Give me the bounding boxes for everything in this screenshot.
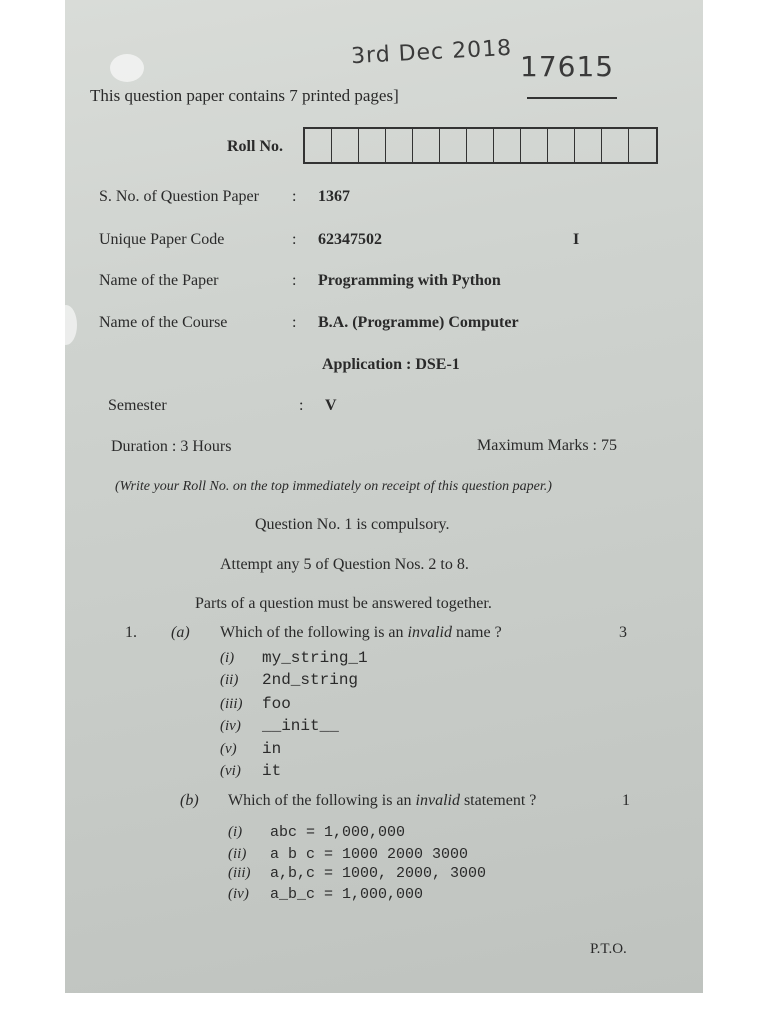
roll-box xyxy=(602,129,629,162)
info-colon: : xyxy=(292,188,297,205)
part-a-option: (iii) foo xyxy=(220,695,291,713)
info-label-paper-name: Name of the Paper xyxy=(99,272,219,289)
part-b-option: (i) abc = 1,000,000 xyxy=(228,824,406,841)
roll-instruction: (Write your Roll No. on the top immediately on receipt of this question paper.) xyxy=(115,479,552,494)
paper-stain xyxy=(65,305,77,345)
roll-box xyxy=(494,129,521,162)
info-value-paper-code: 62347502 xyxy=(318,231,382,248)
question-number: 1. xyxy=(125,624,137,641)
part-a-option: (v) in xyxy=(220,740,282,758)
info-colon: : xyxy=(299,397,304,414)
pages-note: This question paper contains 7 printed pages] xyxy=(90,86,399,105)
info-label-serial: S. No. of Question Paper xyxy=(99,188,259,205)
part-a-label: (a) xyxy=(171,624,190,641)
part-b-marks: 1 xyxy=(622,792,630,809)
code-marker: I xyxy=(573,231,580,248)
part-b-option: (iv) a_b_c = 1,000,000 xyxy=(228,886,424,903)
roll-box xyxy=(548,129,575,162)
roll-box xyxy=(467,129,494,162)
duration: Duration : 3 Hours xyxy=(111,438,232,455)
handwritten-number: 17615 xyxy=(520,50,615,83)
question-paper-sheet xyxy=(65,0,703,993)
part-a-option: (vi) it xyxy=(220,762,282,780)
info-label-paper-code: Unique Paper Code xyxy=(99,231,225,248)
roll-box xyxy=(386,129,413,162)
roll-box xyxy=(440,129,467,162)
roll-box xyxy=(359,129,386,162)
rule-compulsory: Question No. 1 is compulsory. xyxy=(255,516,450,533)
rule-parts: Parts of a question must be answered together. xyxy=(195,595,492,612)
roll-box xyxy=(305,129,332,162)
roll-number-label: Roll No. xyxy=(227,138,283,155)
roll-number-boxes xyxy=(303,127,658,164)
part-a-marks: 3 xyxy=(619,624,627,641)
info-colon: : xyxy=(292,231,297,248)
handwritten-date: 3rd Dec 2018 xyxy=(350,35,513,70)
handwritten-underline xyxy=(527,97,617,99)
roll-box xyxy=(575,129,602,162)
info-colon: : xyxy=(292,272,297,289)
info-value-course-cont: Application : DSE-1 xyxy=(322,356,460,373)
part-b-option: (ii) a b c = 1000 2000 3000 xyxy=(228,846,469,863)
page-turn-over: P.T.O. xyxy=(590,941,627,957)
part-b-question: Which of the following is an invalid statement ? xyxy=(228,792,537,809)
info-colon: : xyxy=(292,314,297,331)
part-a-option: (i) my_string_1 xyxy=(220,649,368,667)
roll-box xyxy=(332,129,359,162)
part-a-option: (iv) __init__ xyxy=(220,717,339,735)
roll-box xyxy=(521,129,548,162)
part-b-option: (iii) a,b,c = 1000, 2000, 3000 xyxy=(228,865,487,882)
info-value-course: B.A. (Programme) Computer xyxy=(318,314,519,331)
info-label-course: Name of the Course xyxy=(99,314,228,331)
max-marks: Maximum Marks : 75 xyxy=(477,437,617,454)
info-value-serial: 1367 xyxy=(318,188,350,205)
info-value-paper-name: Programming with Python xyxy=(318,272,501,289)
roll-box xyxy=(413,129,440,162)
rule-attempt: Attempt any 5 of Question Nos. 2 to 8. xyxy=(220,556,469,573)
part-b-label: (b) xyxy=(180,792,199,809)
info-value-semester: V xyxy=(325,397,337,414)
roll-box xyxy=(629,129,656,162)
paper-stain xyxy=(110,54,144,82)
part-a-option: (ii) 2nd_string xyxy=(220,671,359,689)
part-a-question: Which of the following is an invalid name ? xyxy=(220,624,502,641)
info-label-semester: Semester xyxy=(108,397,167,414)
